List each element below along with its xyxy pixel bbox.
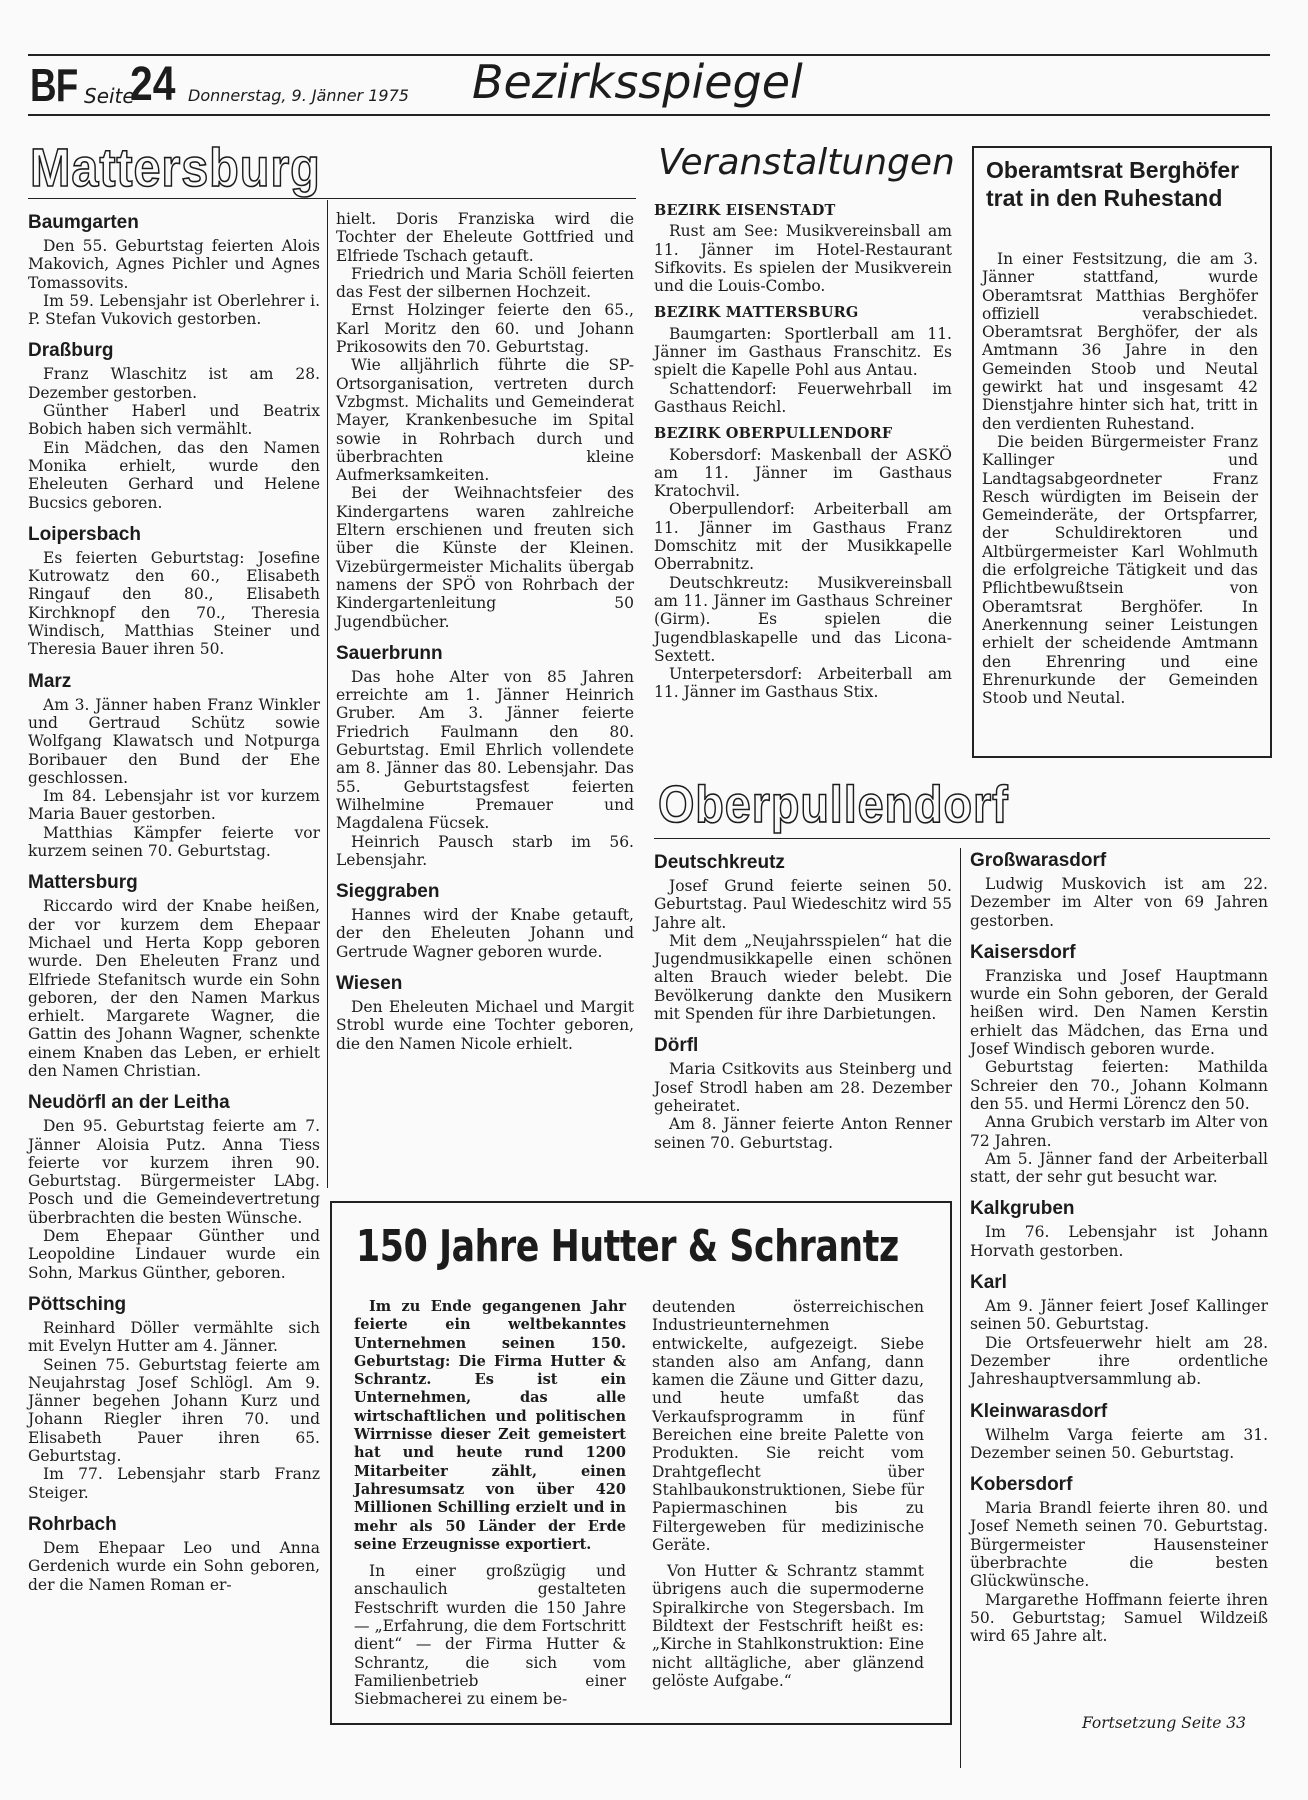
section-heading: Deutschkreutz [654, 852, 785, 873]
news-paragraph: Schattendorf: Feuerwehrball im Gasthaus Reichl. [654, 379, 952, 416]
page-number: 24 [130, 58, 176, 111]
oberpullendorf-title-rule [654, 838, 1270, 839]
news-paragraph: hielt. Doris Franziska wird die Tochter der Eheleute Gottfried und Elfriede Tschach getauft. [336, 210, 634, 265]
mattersburg-title: Mattersburg [30, 138, 321, 198]
news-paragraph: Josef Grund feierte seinen 50. Geburtstag. Paul Wiedeschitz wird 55 Jahre alt. [654, 877, 952, 932]
section-heading: Kaisersdorf [970, 941, 1076, 963]
news-paragraph: Maria Csitkovits aus Steinberg und Josef Strodl haben am 28. Dezember geheiratet. [654, 1060, 952, 1115]
news-paragraph: Geburtstag feierten: Mathilda Schreier den 70., Johann Kolmann den 55. und Hermi Lörencz den 50. [970, 1058, 1268, 1113]
oberamtsrat-title: Oberamtsrat Berghöfer trat in den Ruhestand [986, 157, 1240, 211]
news-paragraph: Den Eheleuten Michael und Margit Strobl wurde eine Tochter geboren, die den Namen Nicole erhielt. [336, 997, 634, 1053]
news-paragraph: Im 59. Lebensjahr ist Oberlehrer i. P. Stefan Vukovich gestorben. [28, 291, 320, 329]
section-heading: Pöttsching [28, 1293, 127, 1315]
news-paragraph: Maria Brandl feierte ihren 80. und Josef Nemeth seinen 70. Geburtstag. Bürgermeister Hausensteiner überbrachte die besten Glückwünsche. [970, 1499, 1268, 1591]
news-paragraph: Baumgarten: Sportlerball am 11. Jänner im Gasthaus Franschitz. Es spielt die Kapelle Pohl aus Antau. [654, 324, 952, 380]
news-paragraph: Im 84. Lebensjahr ist vor kurzem Maria Bauer gestorben. [28, 787, 320, 824]
section-heading: Sauerbrunn [336, 642, 443, 664]
hutter-paragraph: Von Hutter & Schrantz stammt übrigens auch die supermoderne Spiralkirche von Stegersbach. Im Bildtext der Festschrift heißt es: „Kirche in Stahlkonstruktion: Eine nicht alltägliche, aber glänzend gelöste Aufgabe.“ [652, 1562, 924, 1690]
news-paragraph: Kobersdorf: Maskenball der ASKÖ am 11. Jänner im Gasthaus Kratochvil. [654, 445, 952, 501]
section-heading: Kobersdorf [970, 1474, 1073, 1496]
hutter-col-2 [652, 1298, 924, 1690]
news-paragraph: Franziska und Josef Hauptmann wurde ein Sohn geboren, der Gerald heißen wird. Den Namen Kerstin erhielt das Mädchen, das Erna und Josef Windisch geboren wurde. [970, 966, 1268, 1059]
news-paragraph: In einer Festsitzung, die am 3. Jänner stattfand, wurde Oberamtsrat Matthias Berghöfer offiziell verabschiedet. Oberamtsrat Berghöfer, der als Amtmann 36 Jahre in den Gemeinden Stoob und Neutal gewirkt hat und insgesamt 42 Dienstjahre hinter sich hat, tritt in den verdienten Ruhestand. [982, 250, 1258, 433]
column-divider [960, 848, 961, 1768]
section-heading: Rohrbach [28, 1513, 117, 1535]
section-heading: Draßburg [28, 340, 114, 362]
section-heading: Neudörfl an der Leitha [28, 1092, 230, 1114]
section-title: Bezirksspiegel [472, 55, 803, 109]
news-paragraph: Den 55. Geburtstag feierten Alois Makovich, Agnes Pichler und Agnes Tomassovits. [28, 237, 320, 292]
news-paragraph: Deutschkreutz: Musikvereinsball am 11. Jänner im Gasthaus Schreiner (Girm). Es spielen die Jugendblaskapelle und das Licona-Sextett. [654, 573, 952, 665]
veranstaltungen-title: Veranstaltungen [658, 142, 955, 183]
section-heading: Kalkgruben [970, 1198, 1075, 1220]
section-heading: BEZIRK OBERPULLENDORF [654, 425, 893, 443]
news-paragraph: Im 77. Lebensjahr starb Franz Steiger. [28, 1465, 320, 1502]
news-paragraph: Unterpetersdorf: Arbeiterball am 11. Jänner im Gasthaus Stix. [654, 665, 952, 702]
header-date: Donnerstag, 9. Jänner 1975 [188, 86, 409, 105]
news-paragraph: Anna Grubich verstarb im Alter von 72 Jahren. [970, 1113, 1268, 1150]
news-paragraph: Dem Ehepaar Leo und Anna Gerdenich wurde ein Sohn geboren, der die Namen Roman er- [28, 1538, 320, 1594]
news-paragraph: Am 3. Jänner haben Franz Winkler und Gertraud Schütz sowie Wolfgang Klawatsch und Notpurga Boribauer den Bund der Ehe geschlossen. [28, 695, 320, 787]
news-paragraph: Am 9. Jänner feiert Josef Kallinger seinen 50. Geburtstag. [970, 1297, 1268, 1334]
hutter-lead: Im zu Ende gegangenen Jahr feierte ein weltbekanntes Unternehmen seinen 150. Geburtstag: Die Firma Hutter & Schrantz. Es ist ein Unternehmen, das alle wirtschaftlichen und politischen Wirrnisse dieser Zeit gemeistert hat und heute rund 1200 Mitarbeiter zählt, einen Jahresumsatz von über 420 Millionen Schilling erzielt und in mehr als 50 Länder der Erde seine Erzeugnisse exportiert. [354, 1298, 626, 1553]
news-paragraph: Bei der Weihnachtsfeier des Kindergartens waren zahlreiche Eltern erschienen und freuten sich über die Künste der Kleinen. Vizebürgermeister Michalits übergab namens der SPÖ von Rohrbach der Kindergartenleitung 50 Jugendbücher. [336, 484, 634, 631]
news-paragraph: Die Ortsfeuerwehr hielt am 28. Dezember ihre ordentliche Jahreshauptversammlung ab. [970, 1333, 1268, 1389]
news-paragraph: Hannes wird der Knabe getauft, der den Eheleuten Johann und Gertrude Wagner geboren wurde. [336, 906, 634, 961]
news-paragraph: Ein Mädchen, das den Namen Monika erhielt, wurde den Eheleuten Gerhard und Helene Bucsics geboren. [28, 438, 320, 512]
section-heading: Mattersburg [28, 872, 138, 894]
section-heading: Marz [28, 670, 72, 692]
veranstaltungen-col [654, 202, 952, 702]
section-heading: BEZIRK EISENSTADT [654, 202, 836, 219]
news-paragraph: Wilhelm Varga feierte am 31. Dezember seinen 50. Geburtstag. [970, 1425, 1268, 1462]
news-paragraph: Das hohe Alter von 85 Jahren erreichte am 1. Jänner Heinrich Gruber. Am 3. Jänner feierte Friedrich Faulmann den 80. Geburtstag. Emil Ehrlich vollendete am 8. Jänner das 80. Lebensjahr. Das 55. Geburtstagsfest feierten Wilhelmine Premauer und Magdalena Fücsek. [336, 667, 634, 833]
news-paragraph: Günther Haberl und Beatrix Bobich haben sich vermählt. [28, 402, 320, 439]
news-paragraph: Am 8. Jänner feierte Anton Renner seinen 70. Geburtstag. [654, 1115, 952, 1152]
news-paragraph: Im 76. Lebensjahr ist Johann Horvath gestorben. [970, 1223, 1268, 1260]
news-paragraph: Matthias Kämpfer feierte vor kurzem seinen 70. Geburtstag. [28, 823, 320, 861]
header-logo: BF [30, 59, 78, 111]
section-heading: Wiesen [336, 972, 403, 994]
news-paragraph: Wie alljährlich führte die SP-Ortsorganisation, vertreten durch Vzbgmst. Michalits und Gemeinderat Mayer, Krankenbesuche im Spital sowie in Rohrbach durch und überbrachten kleine Aufmerksamkeiten. [336, 356, 634, 485]
news-paragraph: Margarethe Hoffmann feierte ihren 50. Geburtstag; Samuel Wildzeiß wird 65 Jahre alt. [970, 1590, 1268, 1646]
section-heading: Baumgarten [28, 212, 139, 233]
hutter-paragraph: deutenden österreichischen Industrieunternehmen entwickelte, aufgezeigt. Siebe standen also am Anfang, dann kamen die Zäune und Gitter dazu, und heute umfaßt das Verkaufsprogramm in fünf Bereichen eine breite Palette von Produkten. Sie reicht vom Drahtgeflecht über Stahlbaukonstruktionen, Siebe für Papiermaschinen bis zu Filtergeweben für medizinische Geräte. [652, 1298, 924, 1554]
news-paragraph: Rust am See: Musikvereinsball am 11. Jänner im Hotel-Restaurant Sifkovits. Es spielen der Musikverein und die Louis-Combo. [654, 222, 952, 296]
news-paragraph: Am 5. Jänner fand der Arbeiterball statt, der sehr gut besucht war. [970, 1149, 1268, 1187]
section-heading: Großwarasdorf [970, 850, 1107, 871]
news-paragraph: Reinhard Döller vermählte sich mit Evelyn Hutter am 4. Jänner. [28, 1318, 320, 1356]
section-heading: Kleinwarasdorf [970, 1400, 1108, 1422]
news-paragraph: Die beiden Bürgermeister Franz Kallinger und Landtagsabgeordneter Franz Resch würdigten im Beisein der Gemeinderäte, der Ortspfarrer, der Schuldirektoren und Altbürgermeister Karl Wohlmuth die erfolgreiche Tätigkeit und das Pflichtbewußtsein von Oberamtsrat Berghöfer. In Anerkennung seiner Leistungen erhielt der scheidende Amtmann den Ehrenring und eine Ehrenurkunde der Gemeinden Stoob und Neutal. [982, 432, 1258, 708]
section-heading: Loipersbach [28, 523, 141, 545]
hutter-col-1 [354, 1298, 626, 1709]
news-paragraph: Riccardo wird der Knabe heißen, der vor kurzem dem Ehepaar Michael und Herta Kopp geboren wurde. Den Eheleuten Franz und Elfriede Stefanitsch wurde ein Sohn geboren, der den Namen Markus erhielt. Margarete Wagner, die Gattin des Johann Wagner, schenkte einem Knaben das Leben, er erhielt den Namen Christian. [28, 897, 320, 1080]
section-heading: Dörfl [654, 1035, 699, 1057]
news-paragraph: Ernst Holzinger feierte den 65., Karl Moritz den 60. und Johann Prikosowits den 70. Geburtstag. [336, 301, 634, 357]
seite-label: Seite [84, 84, 135, 108]
header-rule [28, 114, 1270, 116]
oberamtsrat-text [982, 250, 1258, 707]
news-paragraph: Ludwig Muskovich ist am 22. Dezember im Alter von 69 Jahren gestorben. [970, 875, 1268, 930]
news-paragraph: Den 95. Geburtstag feierte am 7. Jänner Aloisia Putz. Anna Tiess feierte vor kurzem ihren 90. Geburtstag. Bürgermeister LAbg. Posch und die Gemeindevertretung überbrachten die besten Wünsche. [28, 1117, 320, 1227]
news-paragraph: Es feierten Geburtstag: Josefine Kutrowatz den 60., Elisabeth Ringauf den 80., Elisabeth Kirchknopf den 70., Theresia Windisch, Matthias Steiner und Theresia Bauer ihren 50. [28, 548, 320, 659]
oberpullendorf-col-2 [970, 850, 1268, 1646]
continued-note: Fortsetzung Seite 33 [1082, 1714, 1247, 1732]
news-paragraph: Franz Wlaschitz ist am 28. Dezember gestorben. [28, 365, 320, 402]
section-heading: BEZIRK MATTERSBURG [654, 304, 859, 322]
section-heading: Sieggraben [336, 881, 440, 903]
mattersburg-col-2 [336, 210, 634, 1053]
oberpullendorf-col-1 [654, 852, 952, 1152]
news-paragraph: Seinen 75. Geburtstag feierte am Neujahrstag Josef Schlögl. Am 9. Jänner begehen Johann Kurz und Johann Riegler ihren 70. und Elisabeth Pauer ihren 65. Geburtstag. [28, 1355, 320, 1466]
news-paragraph: Friedrich und Maria Schöll feierten das Fest der silbernen Hochzeit. [336, 264, 634, 302]
column-divider [327, 200, 328, 1188]
mattersburg-col-1 [28, 212, 320, 1594]
news-paragraph: Mit dem „Neujahrsspielen“ hat die Jugendmusikkapelle einen schönen alten Brauch wieder belebt. Die Bevölkerung dankte den Musikern mit Spenden für ihre Darbietungen. [654, 931, 952, 1024]
section-heading: Karl [970, 1272, 1007, 1294]
news-paragraph: Heinrich Pausch starb im 56. Lebensjahr. [336, 832, 634, 869]
hutter-title: 150 Jahre Hutter & Schrantz [356, 1221, 899, 1272]
oberpullendorf-title: Oberpullendorf [658, 776, 1009, 834]
mattersburg-title-rule [28, 198, 636, 199]
news-paragraph: Oberpullendorf: Arbeiterball am 11. Jänner im Gasthaus Franz Domschitz mit der Musikkapelle Oberrabnitz. [654, 500, 952, 574]
hutter-paragraph: In einer großzügig und anschaulich gestalteten Festschrift wurden die 150 Jahre — „Erfahrung, die dem Fortschritt dient“ — der Firma Hutter & Schrantz, die sich vom Familienbetrieb einer Siebmacherei zu einem be- [354, 1562, 626, 1709]
news-paragraph: Dem Ehepaar Günther und Leopoldine Lindauer wurde ein Sohn, Markus Günther, geboren. [28, 1227, 320, 1282]
